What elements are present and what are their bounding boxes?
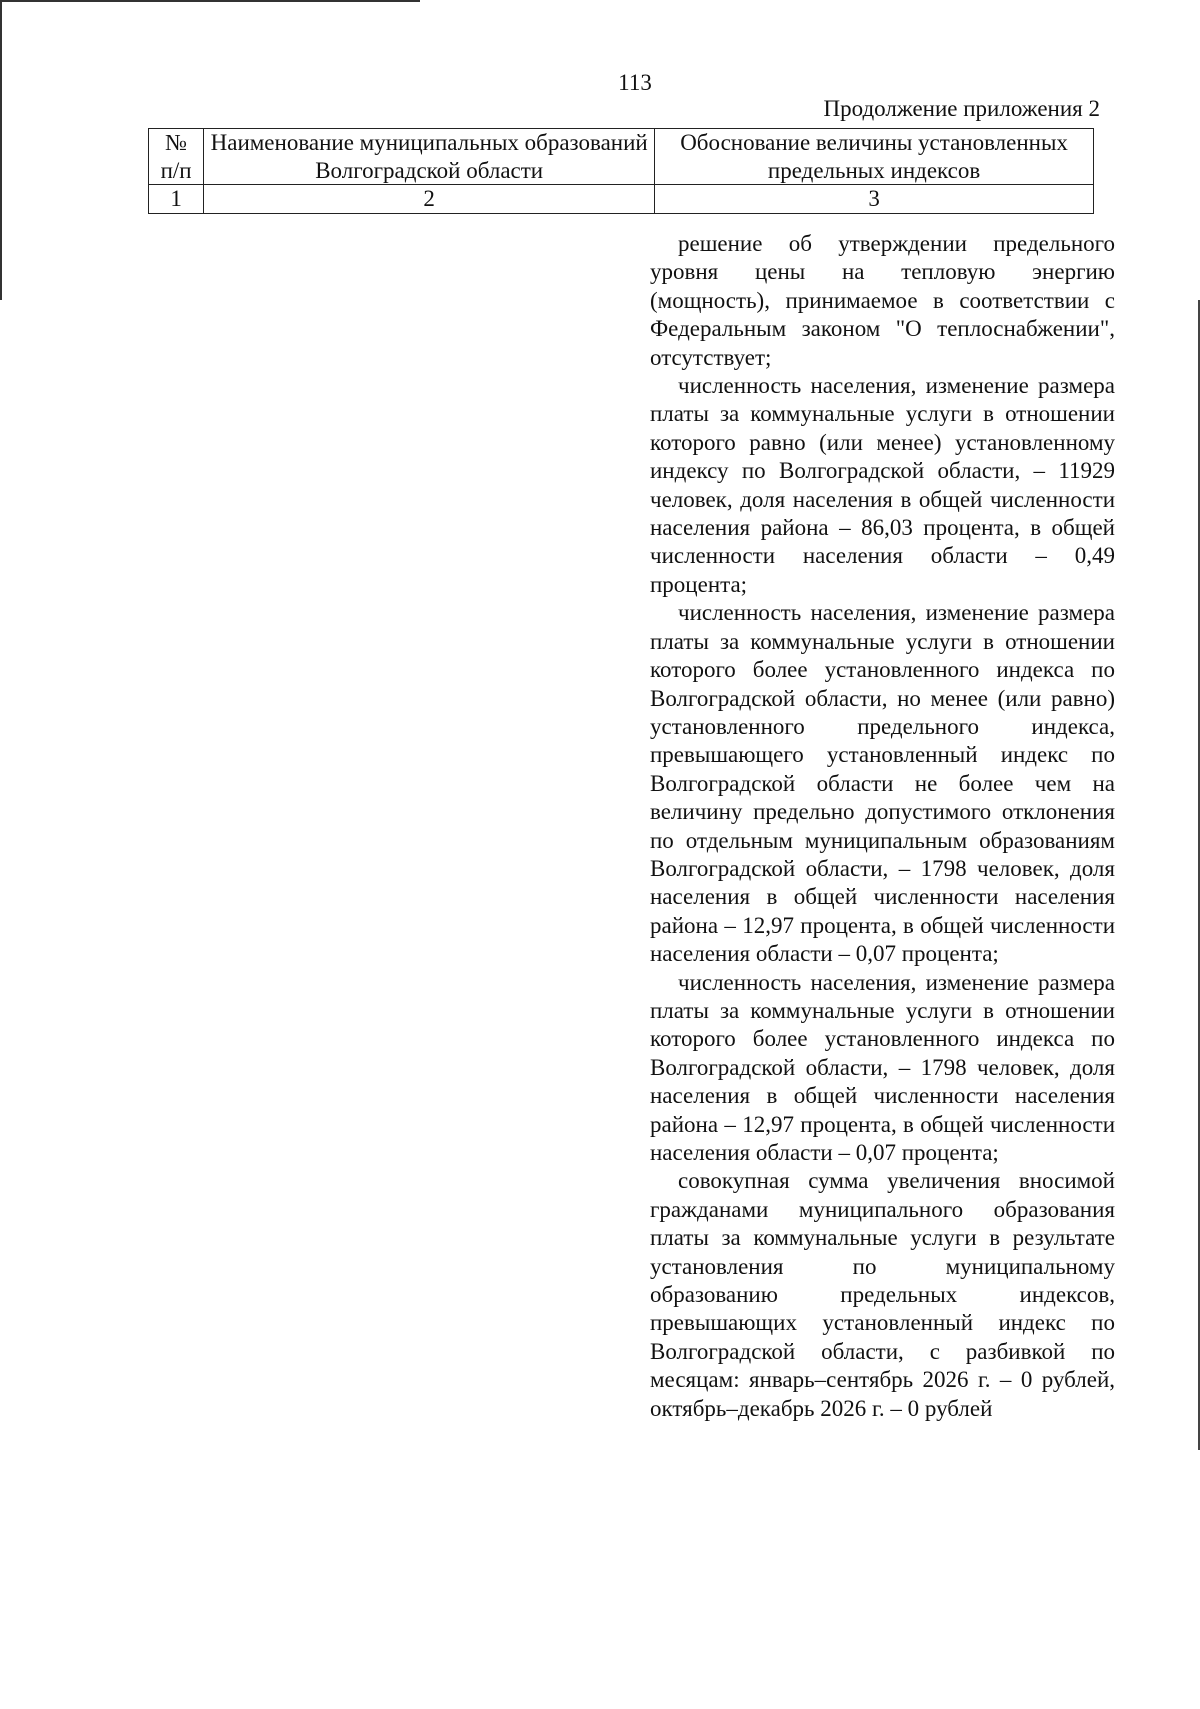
header-cell-number: № п/п [149,129,204,185]
basis-paragraph-population-above: численность населения, изменение размера платы за коммунальные услуги в отношении которого более установленного индекса по Волгоградской области, – 1798 человек, доля населения в общей численности населения района – 12,97 процента, в общей численности населения области – 0,07 процента; [650,969,1115,1165]
basis-paragraph-population-equal: численность населения, изменение размера платы за коммунальные услуги в отношении которого равно (или менее) установленному индексу по Волгоградской области, – 11929 человек, доля населения в общей численности населения района – 86,03 процента, в общей численности населения области – 0,49 процента; [650,373,1115,597]
header-cell-basis: Обоснование величины установленных предельных индексов [655,129,1094,185]
basis-paragraph-heat-price: решение об утверждении предельного уровня цены на тепловую энергию (мощность), принимаемое в соответствии с Федеральным законом "О теплоснабжении", отсутствует; [650,231,1115,370]
basis-text-column [650,230,1115,1423]
column-number-3: 3 [655,185,1094,214]
basis-paragraph-population-within-deviation: численность населения, изменение размера платы за коммунальные услуги в отношении которого более установленного индекса по Волгоградской области, но менее (или равно) установленного предельного индекса, превышающего установленный индекс по Волгоградской области не более чем на величину предельно допустимого отклонения по отдельным муниципальным образованиям Волгоградской области, – 1798 человек, доля населения в общей численности населения района – 12,97 процента, в общей численности населения области – 0,07 процента; [650,600,1115,967]
header-cell-municipality: Наименование муниципальных образований Волгоградской области [204,129,655,185]
page-number: 113 [618,70,652,95]
scan-edge-top [0,0,420,2]
header-table [148,128,1094,214]
column-number-1: 1 [149,185,204,214]
continuation-label: Продолжение приложения 2 [823,96,1100,121]
basis-paragraph-total-increase: совокупная сумма увеличения вносимой гражданами муниципального образования платы за коммунальные услуги в результате установления по муниципальному образованию предельных индексов, превышающих установленный индекс по Волгоградской области, с разбивкой по месяцам: январь–сентябрь 2026 г. – 0 рублей, октябрь–декабрь 2026 г. – 0 рублей [650,1168,1115,1421]
table-column-number-row [149,185,1094,214]
column-number-2: 2 [204,185,655,214]
scan-edge-left [0,0,2,300]
table-header-row [149,129,1094,185]
